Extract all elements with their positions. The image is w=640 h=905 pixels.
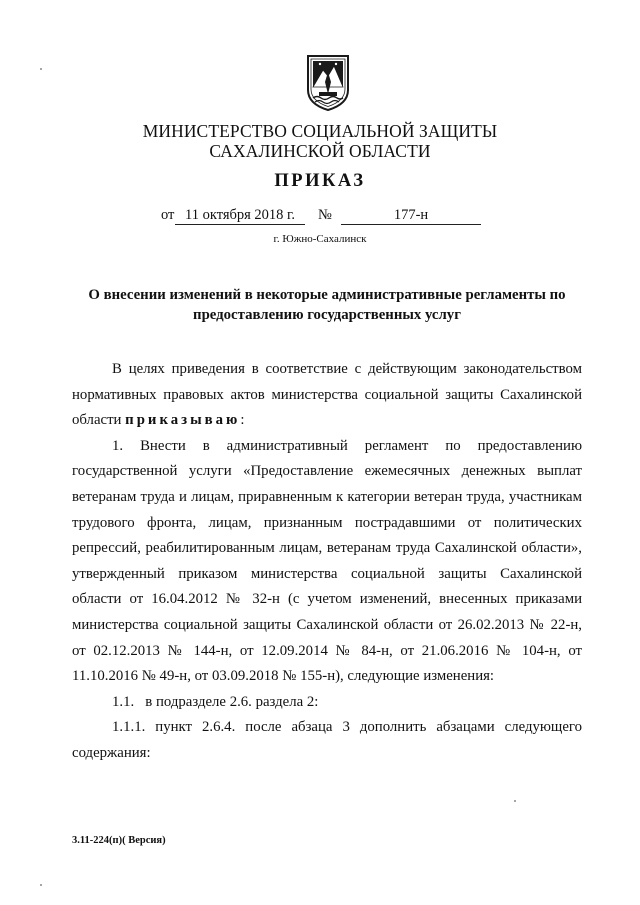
scan-speck [40,68,42,70]
order-title: ПРИКАЗ [274,171,366,191]
point-1-1-1-paragraph: 1.1.1. пункт 2.6.4. после абзаца 3 дополнить абзацами следующего содержания: [72,719,582,761]
prikazyvayu-keyword: приказываю [125,412,241,429]
order-subject: О внесении изменений в некоторые административные регламенты по предоставлению государственных услуг [88,287,566,323]
ministry-name-line-2: САХАЛИНСКОЙ ОБЛАСТИ [209,141,431,161]
order-body [72,357,582,767]
point-1-1-paragraph: 1.1. в подразделе 2.6. раздела 2: [112,693,319,710]
city-name: г. Южно-Сахалинск [273,233,367,245]
number-label: № [318,207,332,223]
document-code: 3.11-224(п)( Версия) [72,835,166,846]
preamble-colon: : [240,412,245,429]
scan-speck [514,800,516,802]
preamble-paragraph [72,357,582,434]
order-date: 11 октября 2018 г. [175,206,305,225]
date-from-label: от [161,207,175,223]
scan-speck [40,884,42,886]
coat-of-arms-icon [305,52,351,112]
ministry-name-line-1: МИНИСТЕРСТВО СОЦИАЛЬНОЙ ЗАЩИТЫ [142,121,498,141]
point-1-paragraph: 1. Внести в административный регламент по предоставлению государственной услуги «Предоставление ежемесячных денежных выплат ветеранам труда и лицам, приравненным к категории ветеран труда, участникам трудового фронта, лицам, признанным пострадавшими от политических репрессий, реабилитированным лицам, ветеранам труда Сахалинской области», утвержденный приказом министерства социальной защиты Сахалинской области от 16.04.2012 № 32-н (с учетом изменений, внесенных приказами министерства социальной защиты Сахалинской области от 26.02.2013 № 22-н, от 02.12.2013 № 144-н, от 12.09.2014 № 84-н, от 21.06.2016 № 104-н, от 11.10.2016 № 49-н, от 03.09.2018 № 155-н), следующие изменения: [72,437,582,685]
preamble-text: В целях приведения в соответствие с действующим законодательством нормативных правовых актов министерства социальной защиты Сахалинской области [72,361,582,429]
order-number: 177-н [341,206,481,225]
